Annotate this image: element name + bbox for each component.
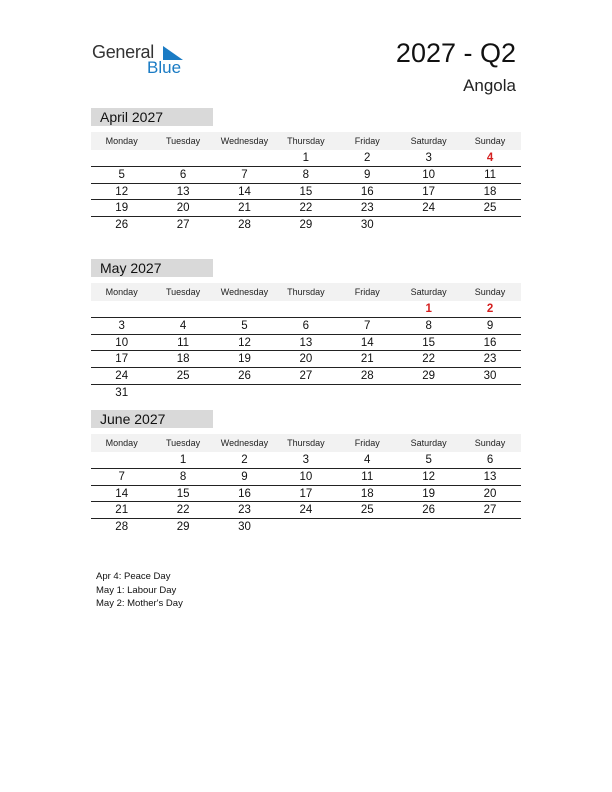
day-cell	[459, 519, 520, 536]
day-cell	[398, 217, 459, 234]
day-cell: 17	[299, 487, 313, 500]
day-cell: 20	[299, 353, 313, 366]
day-cell: 12	[238, 336, 251, 349]
day-cell: 31	[115, 386, 129, 399]
day-cell: 15	[299, 185, 313, 198]
holiday-note: Apr 4: Peace Day	[96, 571, 171, 582]
day-cell: 10	[422, 168, 436, 181]
weekday-label: Wednesday	[220, 136, 269, 146]
day-cell: 14	[115, 487, 129, 500]
day-cell: 24	[422, 202, 436, 215]
day-cell: 13	[483, 470, 497, 483]
day-cell: 21	[238, 202, 251, 215]
weekday-label: Sunday	[474, 287, 506, 297]
day-cell: 1	[179, 454, 187, 466]
day-cell: 24	[299, 504, 313, 517]
page-title: 2027 - Q2	[395, 38, 516, 68]
day-cell: 26	[422, 504, 436, 517]
week-row	[91, 167, 521, 184]
day-cell	[214, 150, 275, 167]
day-cell: 5	[425, 454, 432, 466]
day-cell: 7	[241, 168, 248, 181]
logo-text-blue: Blue	[147, 58, 182, 77]
day-cell: 22	[176, 504, 190, 517]
weekday-label: Friday	[354, 136, 380, 146]
weekday-header	[91, 283, 521, 301]
day-cell: 20	[176, 202, 190, 215]
week-row	[91, 318, 521, 335]
day-cell: 6	[179, 168, 187, 181]
day-cell: 27	[176, 219, 190, 232]
weekday-label: Thursday	[287, 136, 325, 146]
day-cell: 12	[422, 470, 436, 483]
week-row	[91, 469, 521, 486]
weekday-label: Tuesday	[165, 136, 201, 146]
day-cell: 27	[483, 504, 497, 517]
day-cell	[459, 385, 520, 402]
day-cell: 9	[486, 319, 494, 332]
day-cell	[152, 385, 213, 402]
week-row	[91, 385, 521, 402]
day-cell: 10	[115, 336, 129, 349]
day-cell: 19	[238, 353, 251, 366]
day-cell	[337, 519, 398, 536]
day-cell	[214, 385, 275, 402]
day-cell: 30	[483, 370, 497, 383]
day-cell	[275, 385, 336, 402]
month-june	[91, 410, 521, 536]
day-cell: 2	[364, 152, 371, 164]
day-cell: 14	[360, 336, 374, 349]
day-cell: 15	[176, 487, 190, 500]
day-cell: 25	[483, 202, 497, 215]
country-name: Angola	[463, 76, 516, 95]
day-cell: 25	[176, 370, 190, 383]
day-cell: 22	[299, 202, 313, 215]
day-cell: 23	[238, 504, 251, 517]
week-row	[91, 486, 521, 503]
week-row	[91, 150, 521, 167]
day-cell: 4	[179, 319, 187, 332]
day-cell: 28	[360, 370, 374, 383]
day-cell	[91, 150, 152, 167]
day-cell: 3	[425, 152, 432, 164]
day-cell: 8	[425, 319, 432, 332]
day-cell	[91, 452, 152, 469]
day-cell: 2	[241, 454, 248, 466]
day-cell: 25	[360, 504, 374, 517]
weekday-label: Saturday	[410, 438, 447, 448]
day-cell	[275, 301, 336, 318]
day-cell: 28	[238, 219, 251, 232]
week-row	[91, 351, 521, 368]
day-cell	[275, 519, 336, 536]
day-cell	[398, 385, 459, 402]
weekday-header	[91, 434, 521, 452]
day-cell: 5	[118, 168, 125, 181]
day-cell	[337, 385, 398, 402]
day-cell: 1	[425, 303, 432, 315]
month-may	[91, 259, 521, 402]
day-cell: 18	[483, 185, 497, 198]
day-cell: 22	[422, 353, 436, 366]
holiday-notes	[96, 570, 183, 611]
day-cell: 3	[302, 454, 310, 466]
day-cell: 9	[364, 168, 371, 181]
day-cell: 21	[360, 353, 374, 366]
holiday-note: May 1: Labour Day	[96, 584, 177, 596]
week-row	[91, 301, 521, 318]
weekday-label: Saturday	[410, 287, 447, 297]
day-cell: 27	[299, 370, 313, 383]
day-cell: 9	[241, 470, 248, 483]
day-cell: 16	[483, 336, 497, 349]
weekday-label: Thursday	[287, 438, 325, 448]
day-cell: 18	[360, 487, 374, 500]
logo-text-general: General	[92, 42, 154, 62]
weekday-label: Wednesday	[220, 287, 269, 297]
day-cell	[91, 301, 152, 318]
day-cell: 30	[360, 219, 374, 232]
weekday-label: Monday	[105, 438, 138, 448]
day-cell: 5	[241, 319, 248, 332]
week-row	[91, 217, 521, 234]
day-cell: 11	[484, 168, 497, 181]
week-row	[91, 368, 521, 385]
month-label: April 2027	[91, 108, 213, 126]
weekday-label: Sunday	[474, 438, 506, 448]
day-cell	[459, 217, 520, 234]
day-cell: 1	[302, 152, 310, 164]
day-cell	[152, 150, 213, 167]
day-cell: 10	[299, 470, 313, 483]
day-cell: 19	[422, 487, 436, 500]
day-cell: 8	[179, 470, 187, 483]
weekday-label: Sunday	[474, 136, 506, 146]
day-cell: 21	[115, 504, 129, 517]
weekday-label: Saturday	[410, 136, 447, 146]
day-cell: 18	[176, 353, 190, 366]
day-cell: 13	[176, 185, 190, 198]
day-cell: 13	[299, 336, 313, 349]
day-cell: 29	[422, 370, 436, 383]
day-cell: 30	[238, 521, 251, 534]
day-cell: 23	[360, 202, 374, 215]
day-cell: 15	[422, 336, 436, 349]
day-cell: 17	[422, 185, 436, 198]
day-cell: 11	[361, 470, 374, 483]
week-row	[91, 335, 521, 352]
day-cell: 17	[115, 353, 129, 366]
day-cell: 16	[238, 487, 251, 500]
weekday-label: Friday	[354, 438, 380, 448]
day-cell	[214, 301, 275, 318]
day-cell: 11	[177, 336, 190, 349]
day-cell	[398, 519, 459, 536]
weekday-label: Monday	[105, 136, 138, 146]
weekday-label: Thursday	[287, 287, 325, 297]
weekday-label: Monday	[105, 287, 138, 297]
day-cell: 4	[486, 152, 494, 164]
day-cell: 7	[118, 470, 125, 483]
week-row	[91, 519, 521, 536]
month-april	[91, 108, 521, 234]
day-cell: 14	[238, 185, 251, 198]
logo	[92, 40, 192, 80]
day-cell: 23	[483, 353, 497, 366]
day-cell: 24	[115, 370, 129, 383]
week-row	[91, 452, 521, 469]
day-cell: 4	[364, 454, 371, 466]
day-cell: 28	[115, 521, 129, 534]
day-cell: 26	[238, 370, 251, 383]
day-cell: 26	[115, 219, 129, 232]
day-cell: 2	[486, 303, 494, 315]
day-cell: 6	[486, 454, 494, 466]
weekday-label: Wednesday	[220, 438, 269, 448]
week-row	[91, 184, 521, 201]
day-cell: 12	[115, 185, 129, 198]
month-label: June 2027	[91, 410, 213, 428]
weekday-label: Tuesday	[165, 438, 201, 448]
day-cell: 3	[118, 319, 125, 332]
holiday-note: May 2: Mother's Day	[96, 598, 183, 609]
day-cell	[337, 301, 398, 318]
day-cell: 16	[360, 185, 374, 198]
week-row	[91, 200, 521, 217]
weekday-header	[91, 132, 521, 150]
day-cell: 29	[176, 521, 190, 534]
day-cell: 29	[299, 219, 313, 232]
month-label: May 2027	[91, 259, 213, 277]
weekday-label: Friday	[354, 287, 380, 297]
day-cell: 20	[483, 487, 497, 500]
day-cell: 8	[302, 168, 310, 181]
day-cell: 19	[115, 202, 129, 215]
day-cell: 7	[364, 319, 371, 332]
day-cell	[152, 301, 213, 318]
day-cell: 6	[302, 319, 310, 332]
weekday-label: Tuesday	[165, 287, 201, 297]
week-row	[91, 502, 521, 519]
